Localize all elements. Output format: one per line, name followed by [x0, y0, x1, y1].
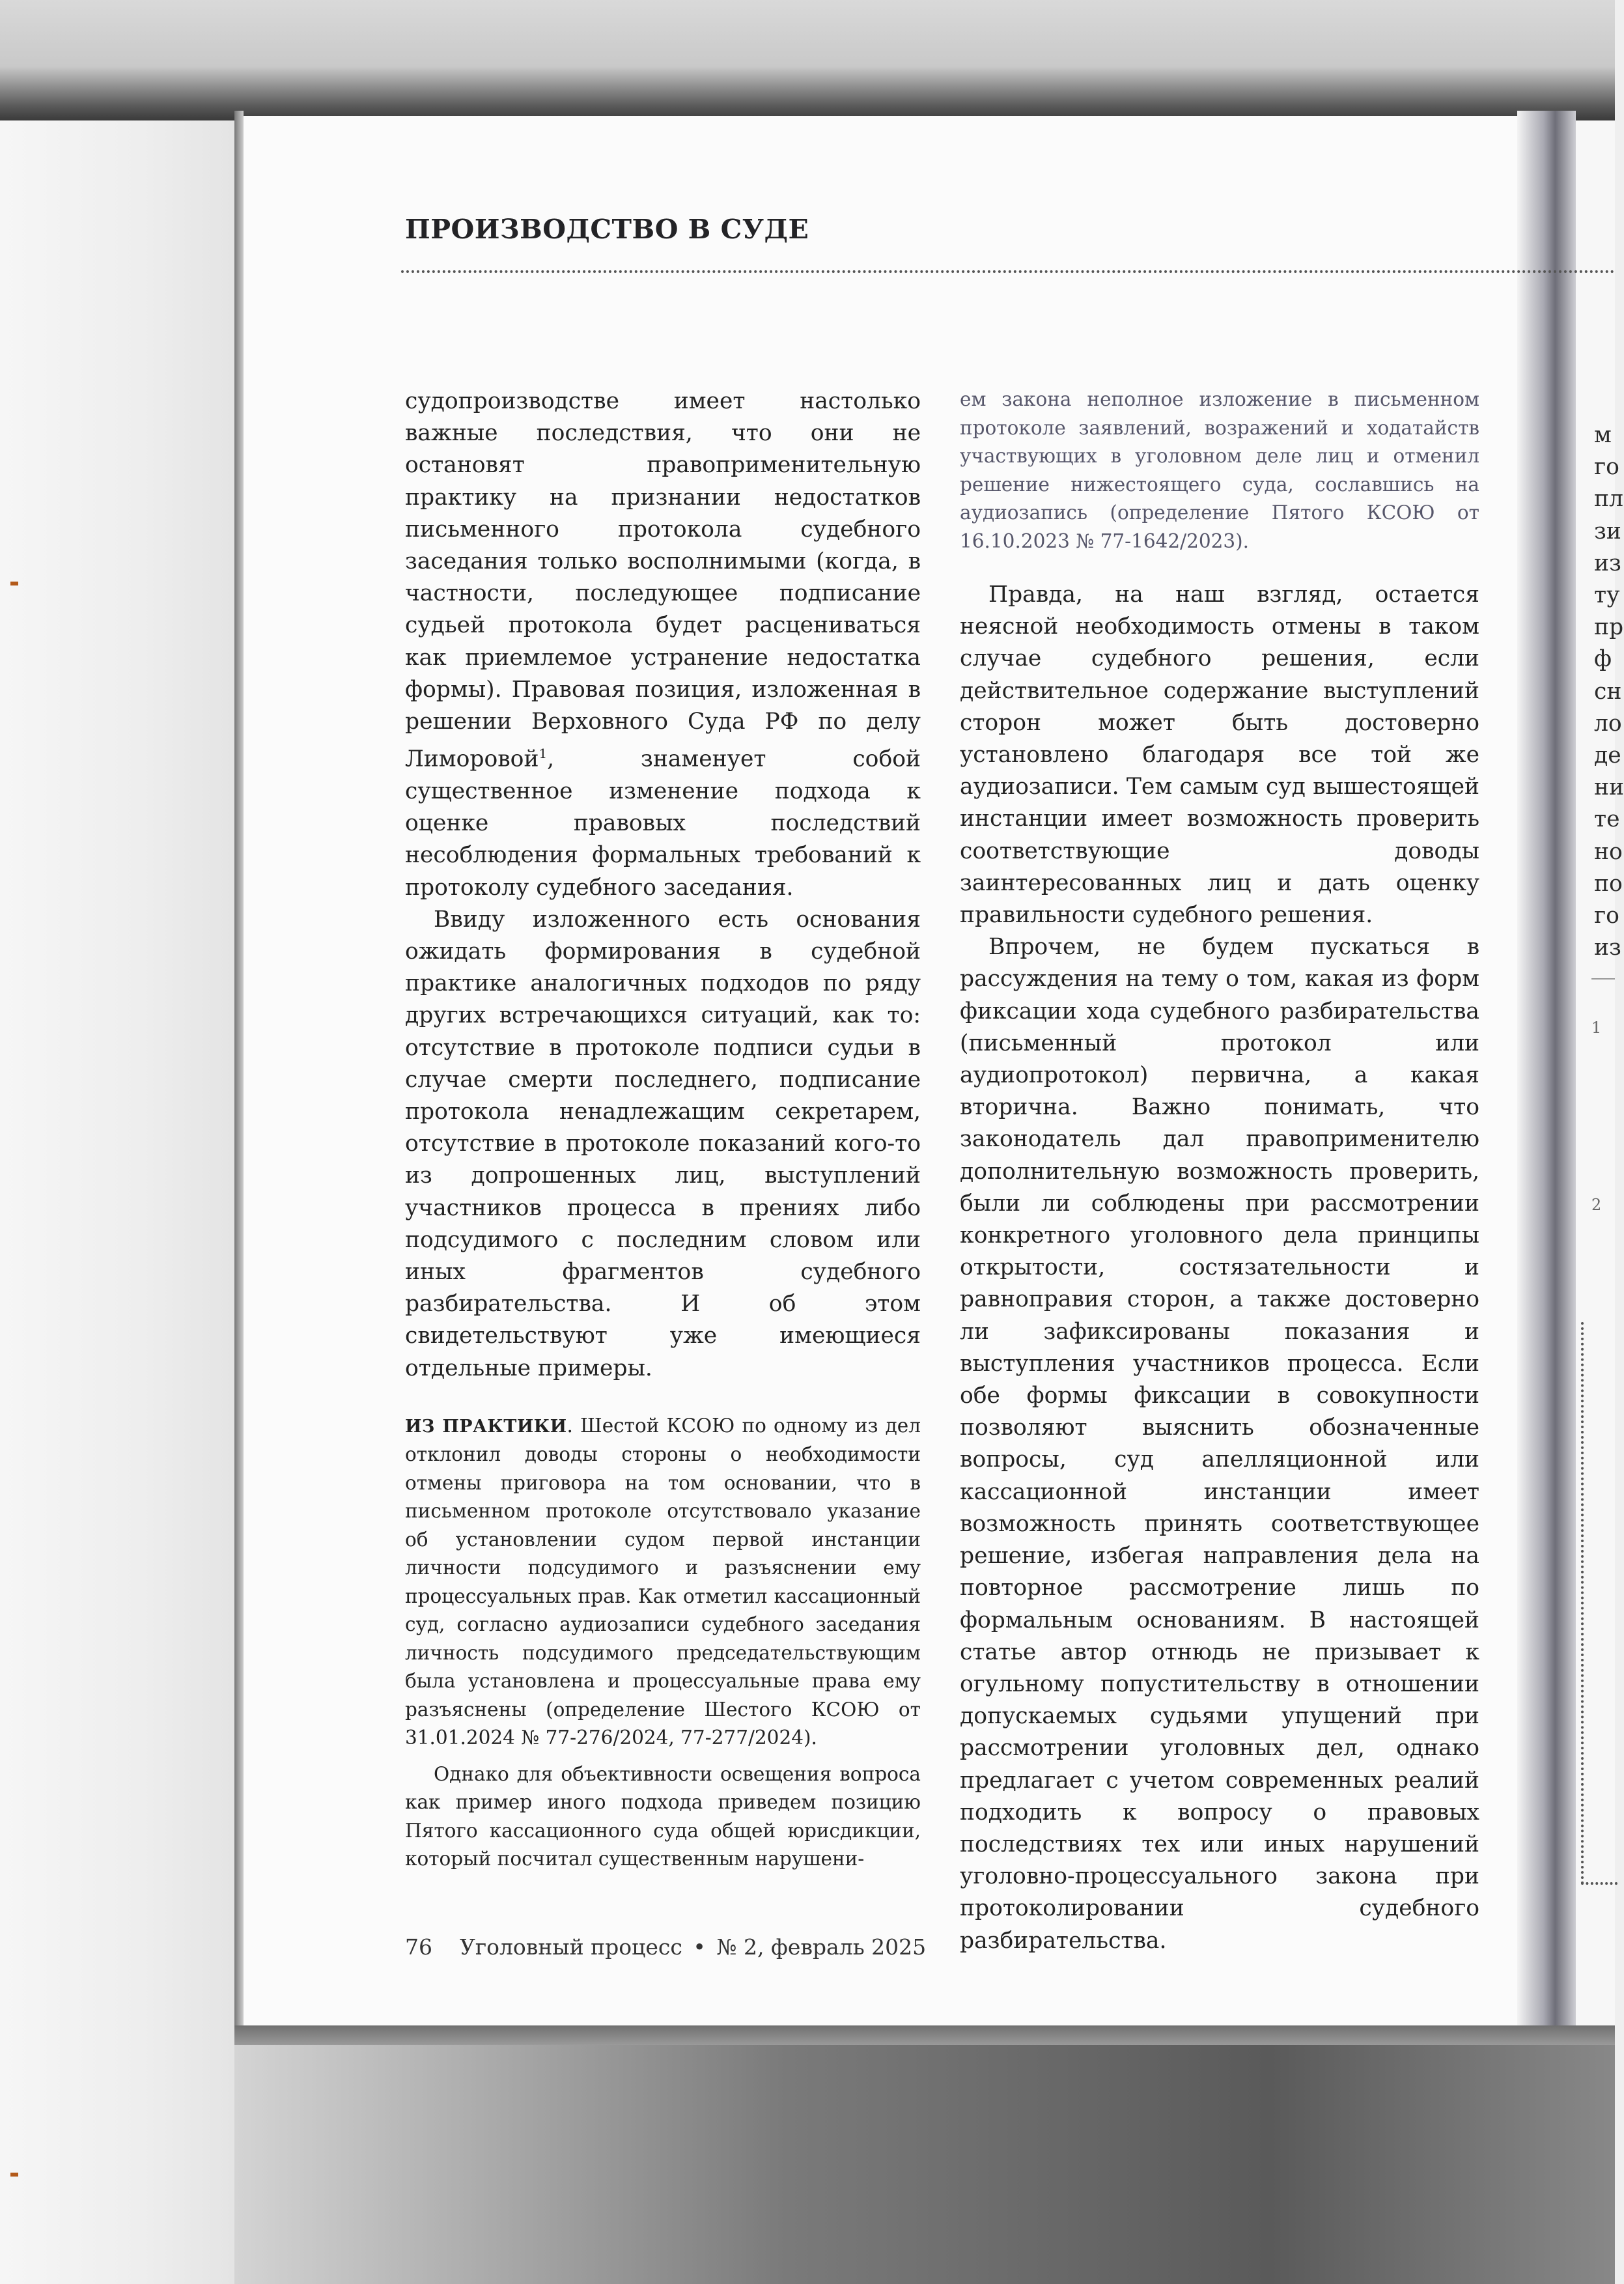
- next-page-line-fragment: из: [1594, 550, 1621, 576]
- practice-text: . Шестой КСОЮ по одному из дел отклонил доводы стороны о необходимости отмены приговора на том основании, что в письменном протоколе отсутствовало указание об установлении судом первой инстанции личности подсудимого и разъяснении ему процессуальных прав. Как отметил кассационный суд, согласно аудиозаписи судебного заседания личность подсудимого председательствующим была установлена и процессуальные права ему разъяснены (определение Шестого КСОЮ от 31.01.2024 № 77-276/2024, 77-277/2024).: [405, 1414, 921, 1749]
- journal-issue: № 2, февраль 2025: [716, 1934, 927, 1960]
- paragraph-text: , знаменует собой существенное изменение подхода к оценке правовых последствий несоблюдения формальных требований к протоколу судебного заседания.: [405, 746, 921, 901]
- footnote-number: 1: [1591, 1019, 1602, 1037]
- next-page-line-fragment: пл: [1594, 486, 1623, 513]
- footnote-ref: 1: [539, 746, 548, 762]
- bullet-separator: •: [693, 1934, 706, 1960]
- practice-paragraph: [405, 1412, 921, 1753]
- next-page-line-fragment: м: [1594, 422, 1612, 448]
- scan-shadow-bottom: [234, 2025, 1615, 2284]
- dotted-box-edge: [1581, 1322, 1617, 1885]
- right-column: [960, 386, 1479, 1957]
- journal-title: Уголовный процесс: [459, 1934, 682, 1960]
- page-number: 76: [405, 1934, 432, 1960]
- running-head-rule: [401, 270, 1615, 273]
- footnote-number: 2: [1591, 1196, 1602, 1214]
- next-page-line-fragment: го: [1594, 903, 1619, 929]
- practice-box: [405, 1412, 921, 1874]
- scan-speck: [10, 582, 18, 585]
- next-page-line-fragment: но: [1594, 838, 1623, 865]
- paragraph: Правда, на наш взгляд, остается неясной необходимость отмены в таком случае судебного решения, если действительное содержание выступлений сторон может быть достоверно установлено благодаря все той же аудиозаписи. Тем самым суд вышестоящей инстанции имеет возможность проверить соответствующие доводы заинтересованных лиц и дать оценку правильности судебного решения.: [960, 582, 1479, 929]
- next-page-line-fragment: по: [1594, 870, 1623, 897]
- next-page-line-fragment: те: [1594, 806, 1620, 833]
- next-page-line-fragment: из: [1594, 935, 1621, 961]
- next-page-line-fragment: ни: [1594, 774, 1624, 801]
- next-page-line-fragment: ф: [1594, 646, 1612, 673]
- left-column: [405, 386, 921, 1874]
- paragraph-text: судопроизводстве имеет настолько важные последствия, что они не остановят правоприменительную практику на признании недостатков письменного протокола судебного заседания только восполнимыми (когда, в частности, последующее подписание судьей протокола будет расцениваться как приемлемое устранение недостатка формы). Правовая позиция, изложенная в решении Верховного Суда РФ по делу Лиморовой: [405, 388, 921, 772]
- scan-speck: [10, 2173, 18, 2177]
- next-page-line-fragment: сн: [1594, 678, 1622, 705]
- next-page-line-fragment: зи: [1594, 518, 1621, 544]
- practice-paragraph: ем закона неполное изложение в письменном протоколе заявлений, возражений и ходатайств участвующих в уголовном деле лиц и отменил решение нижестоящего суда, сославшись на аудиозапись (определение Пятого КСОЮ от 16.10.2023 № 77-1642/2023).: [960, 388, 1479, 552]
- running-head: ПРОИЗВОДСТВО В СУДЕ: [405, 214, 809, 245]
- footnote-rule: [1591, 978, 1615, 980]
- paragraph: Ввиду изложенного есть основания ожидать формирования в судебной практике аналогичных подходов по ряду других встречающихся ситуаций, как то: отсутствие в протоколе подписи судьи в случае смерти последнего, подписание протокола ненадлежащим секретарем, отсутствие в протоколе показаний кого-то из допрошенных лиц, выступлений участников процесса в прениях либо подсудимого с последним словом или иных фрагментов судебного разбирательства. И об этом свидетельствуют уже имеющиеся отдельные примеры.: [405, 906, 921, 1381]
- scan-shadow-top: [0, 0, 1615, 120]
- practice-paragraph: Однако для объективности освещения вопроса как пример иного подхода приведем позицию Пятого кассационного суда общей юрисдикции, который посчитал существенным нарушени-: [405, 1762, 921, 1870]
- scan-margin-left: [0, 0, 234, 2284]
- page-footer: [405, 1934, 926, 1960]
- next-page-line-fragment: ло: [1594, 710, 1622, 737]
- next-page-line-fragment: го: [1594, 454, 1619, 481]
- paragraph: [405, 386, 921, 904]
- practice-label: ИЗ ПРАКТИКИ: [405, 1416, 567, 1437]
- next-page-line-fragment: де: [1594, 742, 1621, 768]
- next-page-line-fragment: ту: [1594, 582, 1620, 608]
- page-edge-shadow: [234, 111, 244, 2032]
- practice-continuation: [960, 386, 1479, 556]
- book-gutter: [1517, 111, 1576, 2032]
- next-page-line-fragment: пр: [1594, 614, 1624, 641]
- paragraph: Впрочем, не будем пускаться в рассуждения на тему о том, какая из форм фиксации хода судебного разбирательства (письменный протокол или аудиопротокол) первична, а какая вторична. Важно понимать, что законодатель дал правоприменителю дополнительную возможность проверить, были ли соблюдены при рассмотрении конкретного уголовного дела принципы открытости, состязательности и равноправия сторон, а также достоверно ли зафиксированы показания и выступления участников процесса. Если обе формы фиксации в совокупности позволяют выяснить обозначенные вопросы, суд апелляционной или кассационной инстанции имеет возможность принять соответствующее решение, избегая направления дела на повторное рассмотрение лишь по формальным основаниям. В настоящей статье автор отнюдь не призывает к огульному попустительству в отношении допускаемых судьями упущений при рассмотрении уголовных дел, однако предлагает с учетом современных реалий подходить к вопросу о правовых последствиях тех или иных нарушений уголовно-процессуального закона при протоколировании судебного разбирательства.: [960, 934, 1479, 1954]
